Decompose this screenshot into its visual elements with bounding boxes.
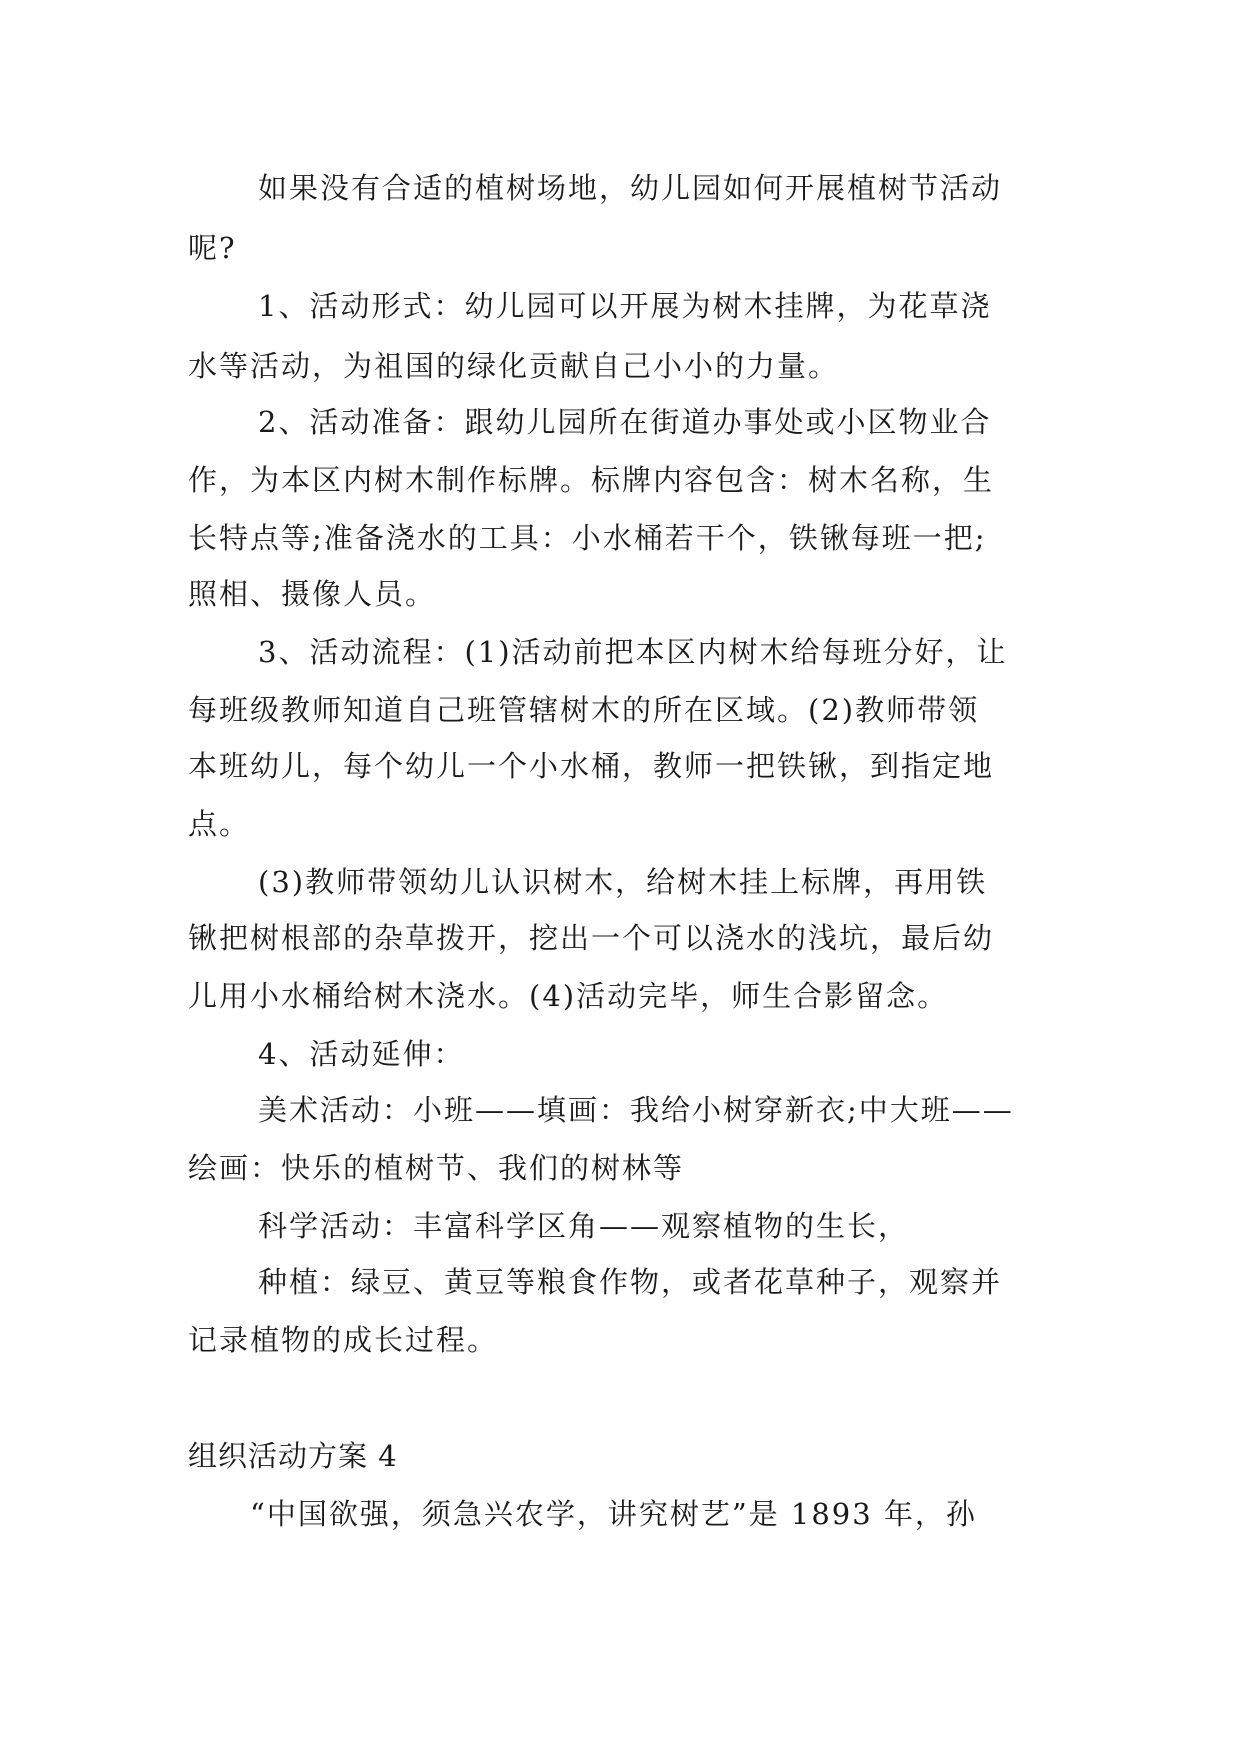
- paragraph-line: 3、活动流程：(1)活动前把本区内树木给每班分好，让: [258, 635, 1008, 669]
- paragraph-line: 呢?: [188, 231, 237, 265]
- paragraph-line: 如果没有合适的植树场地，幼儿园如何开展植树节活动: [258, 171, 1003, 205]
- section-heading: 组织活动方案 4: [188, 1439, 398, 1473]
- paragraph-line: 4、活动延伸：: [258, 1037, 465, 1071]
- paragraph-line: 锹把树根部的杂草拨开，挖出一个可以浇水的浅坑，最后幼: [188, 921, 995, 955]
- paragraph-line: 美术活动：小班——填画：我给小树穿新衣;中大班——: [258, 1093, 1014, 1127]
- paragraph-line: 1、活动形式：幼儿园可以开展为树木挂牌，为花草浇: [258, 289, 992, 323]
- paragraph-line: 每班级教师知道自己班管辖树木的所在区域。(2)教师带领: [188, 693, 980, 727]
- paragraph-line: “中国欲强，须急兴农学，讲究树艺”是 1893 年，孙: [250, 1497, 977, 1531]
- paragraph-line: 科学活动：丰富科学区角——观察植物的生长，: [258, 1209, 910, 1243]
- paragraph-line: 种植：绿豆、黄豆等粮食作物，或者花草种子，观察并: [258, 1265, 1003, 1299]
- paragraph-line: 长特点等;准备浇水的工具：小水桶若干个，铁锹每班一把;: [188, 521, 987, 555]
- paragraph-line: 照相、摄像人员。: [188, 577, 437, 611]
- paragraph-line: 2、活动准备：跟幼儿园所在街道办事处或小区物业合: [258, 405, 992, 439]
- paragraph-line: 作，为本区内树木制作标牌。标牌内容包含：树木名称，生: [188, 463, 995, 497]
- paragraph-line: 水等活动，为祖国的绿化贡献自己小小的力量。: [188, 349, 840, 383]
- paragraph-line: 绘画：快乐的植树节、我们的树林等: [188, 1151, 685, 1185]
- paragraph-line: 儿用小水桶给树木浇水。(4)活动完毕，师生合影留念。: [188, 979, 949, 1013]
- paragraph-line: (3)教师带领幼儿认识树木，给树木挂上标牌，再用铁: [258, 865, 988, 899]
- paragraph-line: 本班幼儿，每个幼儿一个小水桶，教师一把铁锹，到指定地: [188, 749, 995, 783]
- paragraph-line: 记录植物的成长过程。: [188, 1323, 499, 1357]
- paragraph-line: 点。: [188, 807, 251, 841]
